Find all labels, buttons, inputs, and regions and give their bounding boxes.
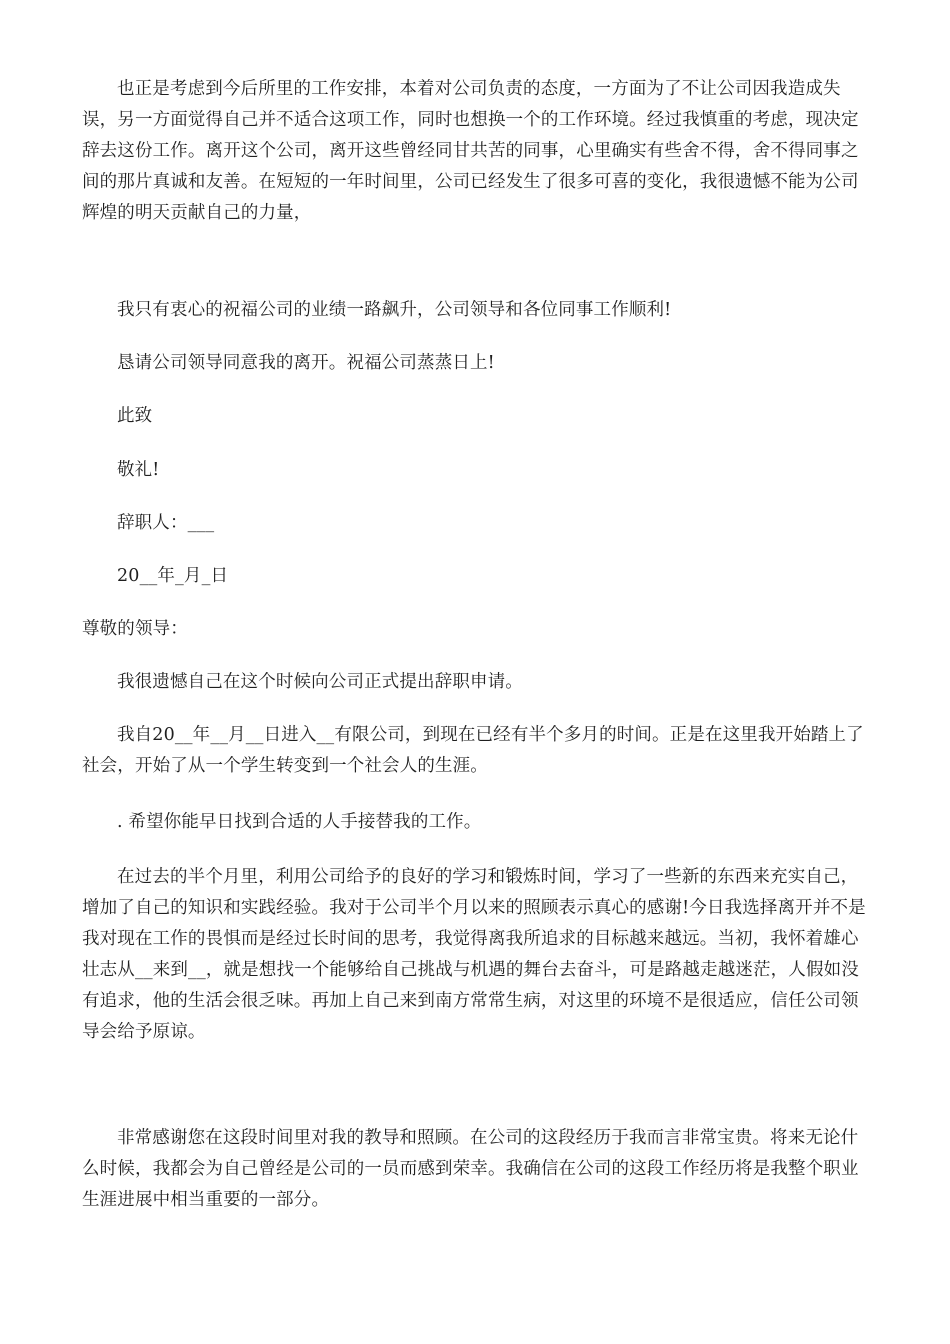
paragraph-joined-company: 我自20__年__月__日进入__有限公司，到现在已经有半个多月的时间。正是在这里我开始踏上了社会，开始了从一个学生转变到一个社会人的生涯。 xyxy=(82,725,864,776)
paragraph-gratitude: 非常感谢您在这段时间里对我的教导和照顾。在公司的这段经历于我而言非常宝贵。将来无论什么时候，我都会为自己曾经是公司的一员而感到荣幸。我确信在公司的这段工作经历将是我整个职业生涯进展中相当重要的一部分。 xyxy=(82,1128,859,1210)
paragraph-request: 恳请公司领导同意我的离开。祝福公司蒸蒸日上! xyxy=(117,353,495,373)
paragraph-resignation-request: 我很遗憾自己在这个时候向公司正式提出辞职申请。 xyxy=(117,672,523,692)
signature-line: 辞职人：___ xyxy=(117,513,215,533)
paragraph-past-half-month: 在过去的半个月里，利用公司给予的良好的学习和锻炼时间，学习了一些新的东西来充实自己，增加了自己的知识和实践经验。我对于公司半个月以来的照顾表示真心的感谢!今日我选择离开并不是我对现在工作的畏惧而是经过长时间的思考，我觉得离我所追求的目标越来越远。当初，我怀着雄心壮志从__来到__，就是想找一个能够给自己挑战与机遇的舞台去奋斗，可是路越走越迷茫，人假如没有追求，他的生活会很乏味。再加上自己来到南方常常生病，对这里的环境不是很适应，信任公司领导会给予原谅。 xyxy=(82,867,866,1042)
paragraph-replacement: . 希望你能早日找到合适的人手接替我的工作。 xyxy=(117,812,482,832)
date-line: 20__年_月_日 xyxy=(117,566,229,586)
closing-cizhi: 此致 xyxy=(117,406,153,426)
paragraph-blessing: 我只有衷心的祝福公司的业绩一路飙升，公司领导和各位同事工作顺利! xyxy=(117,300,672,320)
closing-jingli: 敬礼! xyxy=(117,460,160,480)
paragraph-consideration: 也正是考虑到今后所里的工作安排，本着对公司负责的态度，一方面为了不让公司因我造成失误，另一方面觉得自己并不适合这项工作，同时也想换一个的工作环境。经过我慎重的考虑，现决定辞去这份工作。离开这个公司，离开这些曾经同甘共苦的同事，心里确实有些舍不得，舍不得同事之间的那片真诚和友善。在短短的一年时间里，公司已经发生了很多可喜的变化，我很遗憾不能为公司辉煌的明天贡献自己的力量， xyxy=(82,79,859,223)
salutation: 尊敬的领导： xyxy=(82,619,188,639)
